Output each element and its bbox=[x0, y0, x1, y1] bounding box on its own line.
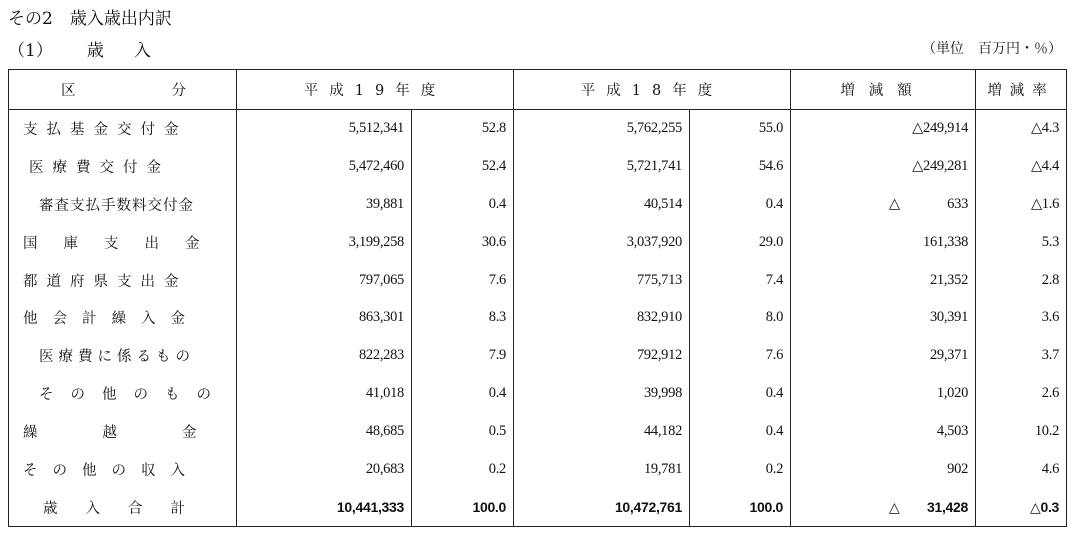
h19-amount: 3,199,258 bbox=[237, 223, 412, 261]
h18-amount: 832,910 bbox=[514, 299, 690, 337]
h18-amount: 3,037,920 bbox=[514, 223, 690, 261]
h18-percent: 0.4 bbox=[690, 413, 791, 451]
h19-percent: 8.3 bbox=[412, 299, 514, 337]
table-row bbox=[9, 450, 1067, 488]
header-kubun bbox=[9, 70, 237, 110]
h19-amount: 5,512,341 bbox=[237, 110, 412, 148]
h18-percent: 8.0 bbox=[690, 299, 791, 337]
h18-amount: 5,762,255 bbox=[514, 110, 690, 148]
diff-rate: △0.3 bbox=[976, 488, 1067, 526]
table-row bbox=[9, 223, 1067, 261]
row-label: 医療費に係るもの bbox=[9, 337, 237, 375]
h19-amount: 41,018 bbox=[237, 375, 412, 413]
h19-amount: 10,441,333 bbox=[237, 488, 412, 526]
h19-percent: 0.5 bbox=[412, 413, 514, 451]
table-row bbox=[9, 110, 1067, 148]
h19-percent: 52.8 bbox=[412, 110, 514, 148]
diff-rate: 3.6 bbox=[976, 299, 1067, 337]
diff-amount bbox=[791, 186, 976, 224]
h18-amount: 792,912 bbox=[514, 337, 690, 375]
h19-amount: 5,472,460 bbox=[237, 148, 412, 186]
diff-rate: 3.7 bbox=[976, 337, 1067, 375]
h19-percent: 7.6 bbox=[412, 261, 514, 299]
h18-amount: 5,721,741 bbox=[514, 148, 690, 186]
diff-rate: △1.6 bbox=[976, 186, 1067, 224]
row-label: その他のもの bbox=[9, 375, 237, 413]
h19-amount: 797,065 bbox=[237, 261, 412, 299]
header-row bbox=[9, 70, 1067, 110]
diff-rate: 4.6 bbox=[976, 450, 1067, 488]
minus-mark: △ bbox=[889, 498, 900, 515]
h18-percent: 29.0 bbox=[690, 223, 791, 261]
h18-amount: 19,781 bbox=[514, 450, 690, 488]
h18-percent: 0.4 bbox=[690, 186, 791, 224]
row-label: 繰越金 bbox=[9, 413, 237, 451]
table-row bbox=[9, 186, 1067, 224]
h18-percent: 100.0 bbox=[690, 488, 791, 526]
h19-percent: 0.4 bbox=[412, 186, 514, 224]
row-label: 医療費交付金 bbox=[9, 148, 237, 186]
diff-rate: 2.6 bbox=[976, 375, 1067, 413]
diff-amount: 902 bbox=[791, 450, 976, 488]
h19-amount: 863,301 bbox=[237, 299, 412, 337]
h19-percent: 7.9 bbox=[412, 337, 514, 375]
header-kubun-1: 区 bbox=[61, 83, 76, 99]
diff-rate: 10.2 bbox=[976, 413, 1067, 451]
page-title: その2 歳入歳出内訳 bbox=[8, 9, 172, 29]
table-row bbox=[9, 299, 1067, 337]
h18-amount: 40,514 bbox=[514, 186, 690, 224]
diff-value: 633 bbox=[947, 196, 969, 213]
h18-amount: 39,998 bbox=[514, 375, 690, 413]
row-label: その他の収入 bbox=[9, 450, 237, 488]
diff-amount: △249,914 bbox=[791, 110, 976, 148]
h19-percent: 0.2 bbox=[412, 450, 514, 488]
table-row-total bbox=[9, 488, 1067, 526]
row-label: 支払基金交付金 bbox=[9, 110, 237, 148]
section-heading bbox=[8, 36, 181, 61]
diff-rate: △4.4 bbox=[976, 148, 1067, 186]
h18-percent: 7.4 bbox=[690, 261, 791, 299]
diff-amount: 29,371 bbox=[791, 337, 976, 375]
row-label: 国庫支出金 bbox=[9, 223, 237, 261]
h19-percent: 52.4 bbox=[412, 148, 514, 186]
minus-mark: △ bbox=[889, 196, 900, 213]
table-row bbox=[9, 261, 1067, 299]
h19-percent: 100.0 bbox=[412, 488, 514, 526]
revenue-table bbox=[8, 69, 1067, 527]
diff-amount bbox=[791, 488, 976, 526]
diff-rate: 5.3 bbox=[976, 223, 1067, 261]
h18-amount: 775,713 bbox=[514, 261, 690, 299]
diff-amount: 21,352 bbox=[791, 261, 976, 299]
table-row bbox=[9, 337, 1067, 375]
diff-rate: 2.8 bbox=[976, 261, 1067, 299]
h19-amount: 48,685 bbox=[237, 413, 412, 451]
diff-amount: 30,391 bbox=[791, 299, 976, 337]
h19-percent: 0.4 bbox=[412, 375, 514, 413]
diff-amount: 161,338 bbox=[791, 223, 976, 261]
diff-amount: 1,020 bbox=[791, 375, 976, 413]
header-kubun-2: 分 bbox=[171, 83, 186, 99]
h19-percent: 30.6 bbox=[412, 223, 514, 261]
header-zougenritsu: 増減率 bbox=[976, 70, 1067, 110]
table-row bbox=[9, 148, 1067, 186]
diff-value: 31,428 bbox=[927, 498, 969, 515]
h19-amount: 39,881 bbox=[237, 186, 412, 224]
h19-amount: 20,683 bbox=[237, 450, 412, 488]
h18-percent: 7.6 bbox=[690, 337, 791, 375]
h18-percent: 54.6 bbox=[690, 148, 791, 186]
header-h19: 平成19年度 bbox=[237, 70, 514, 110]
diff-amount: △249,281 bbox=[791, 148, 976, 186]
header-h18: 平成18年度 bbox=[514, 70, 791, 110]
section-name: 歳入 bbox=[86, 41, 181, 61]
row-label: 審査支払手数料交付金 bbox=[9, 186, 237, 224]
h18-percent: 0.4 bbox=[690, 375, 791, 413]
row-label: 都道府県支出金 bbox=[9, 261, 237, 299]
unit-note: （単位 百万円・％） bbox=[922, 41, 1062, 57]
header-zougengaku: 増減額 bbox=[791, 70, 976, 110]
row-label: 歳入合計 bbox=[9, 488, 237, 526]
h18-percent: 0.2 bbox=[690, 450, 791, 488]
h18-percent: 55.0 bbox=[690, 110, 791, 148]
row-label: 他会計繰入金 bbox=[9, 299, 237, 337]
table-row bbox=[9, 375, 1067, 413]
h18-amount: 10,472,761 bbox=[514, 488, 690, 526]
table-row bbox=[9, 413, 1067, 451]
diff-rate: △4.3 bbox=[976, 110, 1067, 148]
h18-amount: 44,182 bbox=[514, 413, 690, 451]
h19-amount: 822,283 bbox=[237, 337, 412, 375]
diff-amount: 4,503 bbox=[791, 413, 976, 451]
section-number: （1） bbox=[8, 41, 53, 61]
